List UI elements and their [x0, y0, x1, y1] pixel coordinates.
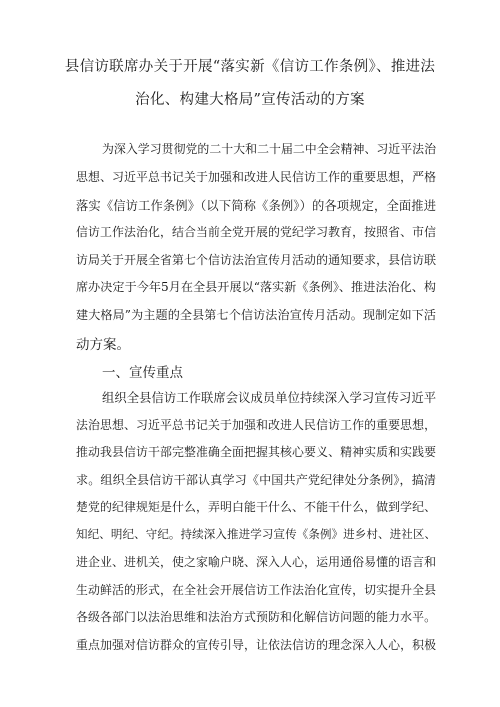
section-line: 推动我县信访干部完整准确全面把握其核心要义、精神实质和实践要	[76, 445, 436, 459]
section-line: 知纪、明纪、守纪。持续深入推进学习宣传《条例》进乡村、进社区、	[76, 527, 436, 541]
section-line: 法治思想、习近平总书记关于加强和改进人民信访工作的重要思想，	[76, 418, 436, 432]
intro-line: 席办决定于今年5月在全县开展以“落实新《条例》、推进法治化、构	[76, 280, 436, 294]
intro-line: 落实《信访工作条例》（以下简称《条例》）的各项规定，全面推进	[76, 199, 436, 213]
document-title-line-2: 治化、构建大格局”宣传活动的方案	[135, 92, 365, 108]
intro-line: 访局关于开展全省第七个信访法治宣传月活动的通知要求，县信访联	[76, 253, 436, 267]
intro-line: 建大格局”为主题的全县第七个信访法治宣传月活动。现制定如下活	[76, 308, 436, 322]
section-line: 重点加强对信访群众的宣传引导，让依法信访的理念深入人心，积极	[76, 638, 436, 652]
intro-line: 思想、习近平总书记关于加强和改进人民信访工作的重要思想，严格	[76, 170, 436, 184]
section-line: 进企业、进机关，使之家喻户晓、深入人心，运用通俗易懂的语言和	[76, 555, 436, 569]
document-title-line-1: 县信访联席办关于开展“落实新《信访工作条例》、推进法	[64, 59, 436, 75]
section-heading: 一、宣传重点	[102, 365, 183, 381]
intro-line: 信访工作法治化，结合当前全党开展的党纪学习教育，按照省、市信	[76, 225, 436, 239]
section-line: 生动鲜活的形式，在全社会开展信访工作法治化宣传，切实提升全县	[76, 583, 436, 597]
section-line: 楚党的纪律规矩是什么，弄明白能干什么、不能干什么，做到学纪、	[76, 500, 436, 514]
section-line: 求。组织全县信访干部认真学习《中国共产党纪律处分条例》，搞清	[76, 473, 436, 487]
section-line: 组织全县信访工作联席会议成员单位持续深入学习宣传习近平	[102, 391, 436, 405]
section-line: 各级各部门以法治思维和法治方式预防和化解信访问题的能力水平。	[76, 610, 436, 624]
intro-line: 为深入学习贯彻党的二十大和二十届二中全会精神、习近平法治	[102, 142, 436, 156]
intro-line: 动方案。	[76, 337, 130, 353]
